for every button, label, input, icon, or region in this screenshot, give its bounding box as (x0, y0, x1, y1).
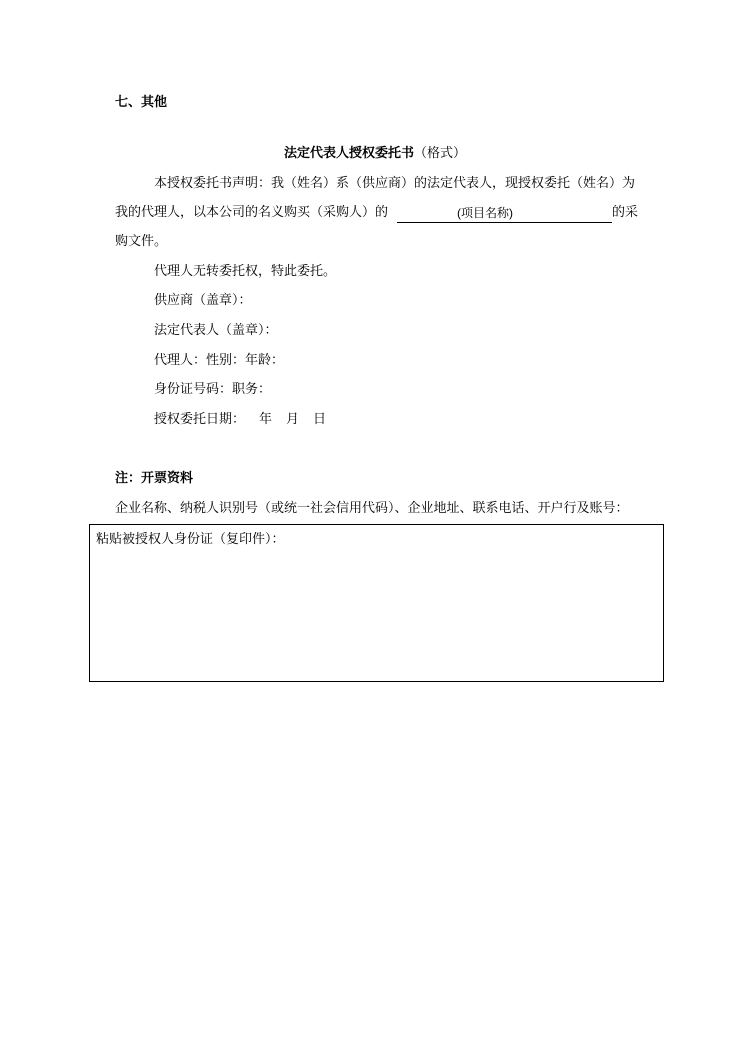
date-day: 日 (313, 412, 327, 427)
project-name-blank (397, 204, 612, 223)
body-line-2-end: 的采 (612, 205, 639, 220)
body-paragraph-line-2 (115, 204, 640, 222)
id-copy-attachment-label: 粘贴被授权人身份证（复印件）： (96, 532, 285, 547)
id-copy-attachment-box (89, 524, 664, 682)
date-year: 年 (259, 412, 273, 427)
date-label: 授权委托日期： (154, 412, 246, 427)
body-paragraph-line-3: 购文件。 (115, 234, 168, 249)
no-subdelegation-statement: 代理人无转委托权，特此委托。 (154, 264, 337, 279)
legal-representative-seal-field: 法定代表人（盖章）： (154, 323, 278, 338)
authorization-date-field (154, 411, 326, 429)
invoice-note-heading: 注：开票资料 (115, 471, 194, 486)
document-title-text: 法定代表人授权委托书 (283, 146, 414, 161)
invoice-info-line: 企业名称、纳税人识别号（或统一社会信用代码）、企业地址、联系电话、开户行及账号： (115, 501, 629, 516)
document-title (0, 145, 750, 163)
section-heading: 七、其他 (115, 95, 168, 110)
agent-gender-age-field: 代理人：性别：年龄： (154, 353, 285, 368)
body-line-2-start: 我的代理人，以本公司的名义购买（采购人）的 (115, 205, 389, 220)
body-paragraph-line-1: 本授权委托书声明：我（姓名）系（供应商）的法定代表人，现授权委托（姓名）为 (154, 176, 636, 191)
supplier-seal-field: 供应商（盖章）： (154, 293, 252, 308)
project-name-placeholder: (项目名称) (457, 206, 513, 220)
date-month: 月 (286, 412, 300, 427)
id-number-position-field: 身份证号码：职务： (154, 382, 272, 397)
document-title-note: （格式） (414, 146, 467, 161)
